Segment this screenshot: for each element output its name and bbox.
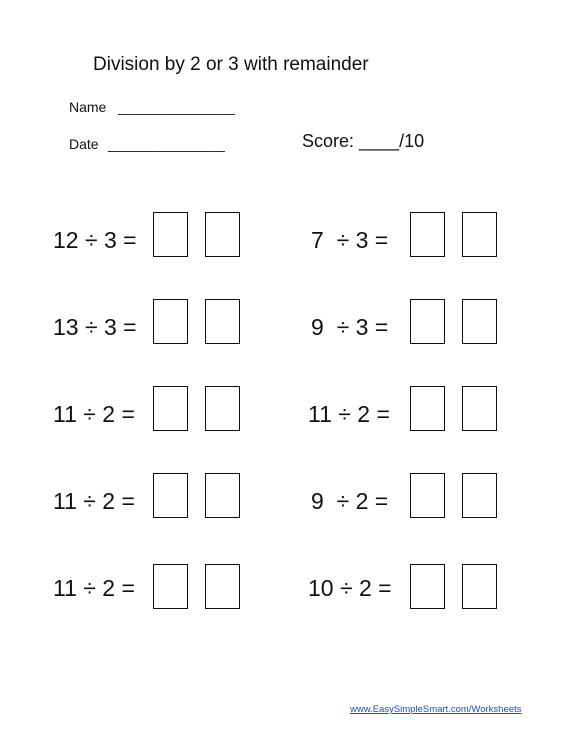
remainder-box[interactable] xyxy=(205,212,240,257)
score-text: Score: ____/10 xyxy=(302,131,425,151)
quotient-box[interactable] xyxy=(153,386,188,431)
problem-expression: 12 ÷ 3 = xyxy=(53,226,137,253)
problem-expression: 13 ÷ 3 = xyxy=(53,313,137,340)
quotient-box[interactable] xyxy=(410,473,445,518)
problem-expression: 9 ÷ 2 = xyxy=(311,487,389,514)
problem-right-1 xyxy=(311,215,388,265)
remainder-box[interactable] xyxy=(205,299,240,344)
problem-expression: 11 ÷ 2 = xyxy=(53,574,135,601)
quotient-box[interactable] xyxy=(153,299,188,344)
problem-right-4 xyxy=(311,476,388,526)
problem-expression: 11 ÷ 2 = xyxy=(53,487,135,514)
worksheet-title: Division by 2 or 3 with remainder xyxy=(93,54,369,75)
problem-left-1 xyxy=(53,215,137,265)
date-line[interactable]: _______________ xyxy=(108,136,225,152)
problem-expression: 11 ÷ 2 = xyxy=(53,400,135,427)
quotient-box[interactable] xyxy=(410,564,445,609)
problem-right-3 xyxy=(308,389,390,439)
name-label: Name xyxy=(69,99,107,115)
problem-expression: 9 ÷ 3 = xyxy=(311,313,389,340)
problem-expression: 7 ÷ 3 = xyxy=(311,226,389,253)
date-label: Date xyxy=(69,136,99,152)
remainder-box[interactable] xyxy=(462,299,497,344)
remainder-box[interactable] xyxy=(205,473,240,518)
remainder-box[interactable] xyxy=(205,386,240,431)
remainder-box[interactable] xyxy=(205,564,240,609)
problem-left-5 xyxy=(53,563,135,613)
remainder-box[interactable] xyxy=(462,386,497,431)
quotient-box[interactable] xyxy=(153,564,188,609)
quotient-box[interactable] xyxy=(153,473,188,518)
problem-expression: 11 ÷ 2 = xyxy=(308,400,390,427)
quotient-box[interactable] xyxy=(410,386,445,431)
quotient-box[interactable] xyxy=(410,212,445,257)
remainder-box[interactable] xyxy=(462,564,497,609)
footer-link[interactable]: www.EasySimpleSmart.com/Worksheets xyxy=(350,704,522,715)
problem-expression: 10 ÷ 2 = xyxy=(308,574,392,601)
remainder-box[interactable] xyxy=(462,212,497,257)
quotient-box[interactable] xyxy=(410,299,445,344)
problem-right-5 xyxy=(308,563,392,613)
remainder-box[interactable] xyxy=(462,473,497,518)
problem-left-2 xyxy=(53,302,137,352)
problem-left-4 xyxy=(53,476,135,526)
problem-left-3 xyxy=(53,389,135,439)
name-line[interactable]: _______________ xyxy=(118,99,235,115)
quotient-box[interactable] xyxy=(153,212,188,257)
problem-right-2 xyxy=(311,302,388,352)
